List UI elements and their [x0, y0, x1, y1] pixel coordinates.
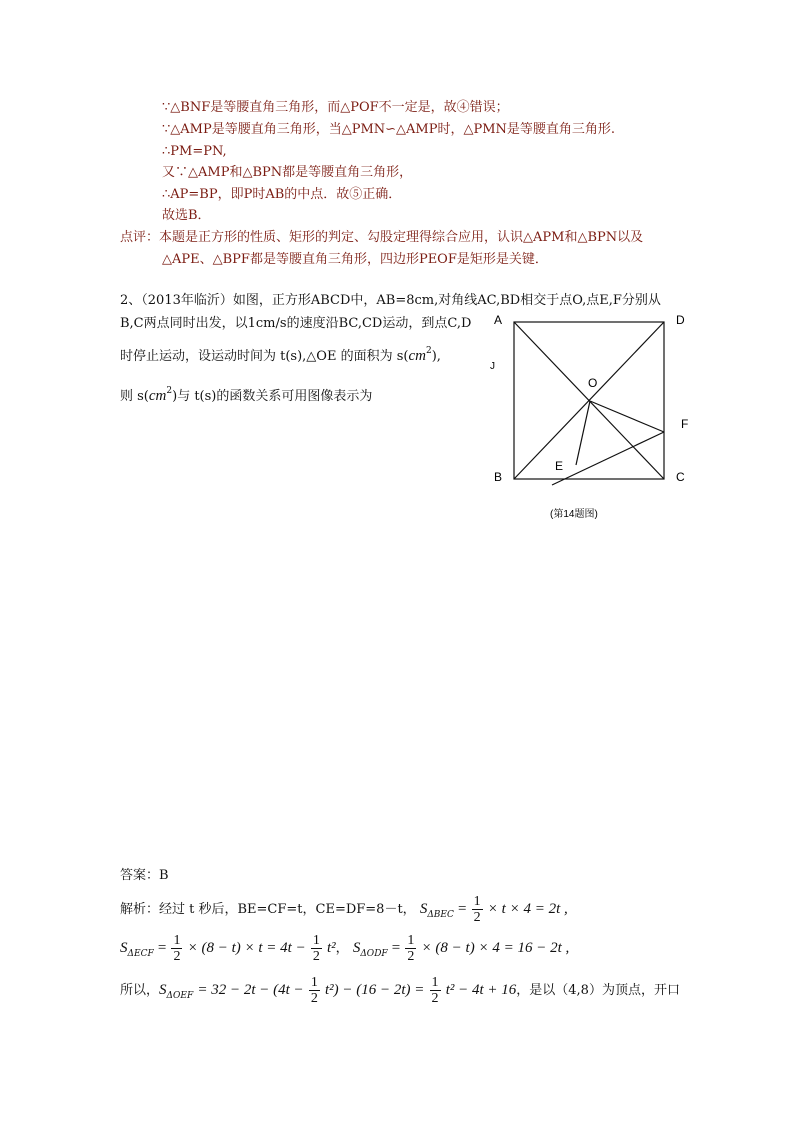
problem-line-3: [120, 342, 441, 366]
unit-exponent-2: 2: [166, 386, 173, 396]
odf-rhs: × (8 − t) × 4 = 16 − 2t ,: [421, 940, 570, 956]
figure-caption: (第14题图): [550, 509, 598, 520]
unit-cm: cm: [408, 348, 426, 364]
fraction-half-4: $\frac{1}{2}$: [407, 933, 415, 964]
s-oef-sub: ΔOEF: [166, 991, 194, 1001]
square-figure: [480, 305, 710, 530]
s-bec-sub: ΔBEC: [427, 910, 454, 920]
label-o: O: [588, 376, 598, 390]
comment-line-2: △APE、△BPF都是等腰直角三角形，四边形PEOF是矩形是关键．: [162, 252, 548, 267]
segment-oe: [576, 401, 590, 465]
unit-cm-2: cm: [148, 388, 167, 404]
fraction-half-3: $\frac{1}{2}$: [312, 933, 320, 964]
analysis-intro: 解析：经过 t 秒后，BE=CF=t，CE=DF=8－t，: [120, 902, 416, 917]
s-ecf: S: [120, 940, 128, 956]
problem-line-1: 2、（2013年临沂）如图，正方形ABCD中，AB=8cm,对角线AC,BD相交于点O,点E,F分别从: [120, 293, 661, 308]
label-j: J: [490, 361, 495, 372]
so-label: 所以，: [120, 983, 160, 998]
fraction-half-1: $\frac{1}{2}$: [473, 894, 481, 925]
analysis-line-2: $S_{\Delta ECF}$ = $\frac{1}{2}$ × (8 − t) × t = 4t − $\frac{1}{2}$ t²， $S_{\Delta ODF}$ = $\frac{1}{2}$ × (8 − t) × 4 = 16 − 2t ,: [120, 933, 570, 964]
label-c: C: [676, 470, 685, 484]
fraction-half-6: $\frac{1}{2}$: [431, 975, 439, 1006]
analysis-line-3: [120, 973, 680, 1013]
s-bec: S: [419, 901, 428, 917]
solution-line-5: ∴AP=BP，即P时AB的中点．故⑤正确．: [162, 187, 402, 202]
comment-line-1: 点评：本题是正方形的性质、矩形的判定、勾股定理得综合应用，认识△APM和△BPN以及: [120, 230, 644, 245]
problem-line-3-text: 时停止运动，设运动时间为 t(s),△OE 的面积为 s(: [120, 349, 409, 364]
bec-rhs: × t × 4 = 2t ,: [487, 901, 568, 917]
oef-part-3: t² − 4t + 16: [445, 982, 517, 998]
problem-line-2: B,C两点同时出发，以1cm/s的速度沿BC,CD运动，到点C,D: [120, 316, 472, 331]
solution-line-6: 故选B．: [162, 208, 211, 223]
answer-label: 答案：B: [120, 868, 169, 883]
problem-line-4: [120, 382, 372, 406]
solution-line-1: ∵△BNF是等腰直角三角形，而△POF不一定是，故④错误；: [162, 100, 509, 115]
segment-of: [590, 401, 664, 432]
segment-ef: [552, 432, 664, 485]
problem-line-4-text: )与 t(s)的函数关系可用图像表示为: [172, 389, 373, 404]
solution-line-2: ∵△AMP是等腰直角三角形，当△PMN∽△AMP时，△PMN是等腰直角三角形.: [162, 122, 616, 137]
solution-line-3: ∴PM=PN,: [162, 144, 227, 159]
analysis-tail: ，是以（4,8）为顶点，开口: [516, 983, 680, 998]
label-d: D: [676, 313, 685, 327]
oef-part-2: t²) − (16 − 2t) =: [324, 982, 425, 998]
s-oef: S: [159, 982, 167, 998]
label-b: B: [494, 470, 503, 484]
ecf-t2: t²: [326, 940, 336, 956]
s-ecf-sub: ΔECF: [127, 949, 154, 959]
s-odf-sub: ΔODF: [360, 949, 388, 959]
comma-1: ，: [335, 941, 349, 956]
solution-line-4: 又∵△AMP和△BPN都是等腰直角三角形，: [162, 165, 413, 180]
unit-exponent: 2: [425, 346, 432, 356]
oef-part-1: = 32 − 2t − (4t −: [197, 982, 304, 998]
label-f: F: [681, 417, 689, 431]
analysis-line-1: 解析：经过 t 秒后，BE=CF=t，CE=DF=8－t， $S_{\Delta BEC}$ = $\frac{1}{2}$ × t × 4 = 2t ,: [120, 894, 568, 925]
s-odf: S: [352, 940, 361, 956]
fraction-half-2: $\frac{1}{2}$: [173, 933, 181, 964]
problem-line-4-start: 则 s(: [120, 389, 149, 404]
label-a: A: [494, 313, 503, 327]
fraction-half-5: $\frac{1}{2}$: [310, 975, 318, 1006]
ecf-mid: × (8 − t) × t = 4t −: [187, 940, 306, 956]
label-e: E: [555, 459, 564, 473]
problem-line-3-end: ),: [431, 349, 441, 364]
